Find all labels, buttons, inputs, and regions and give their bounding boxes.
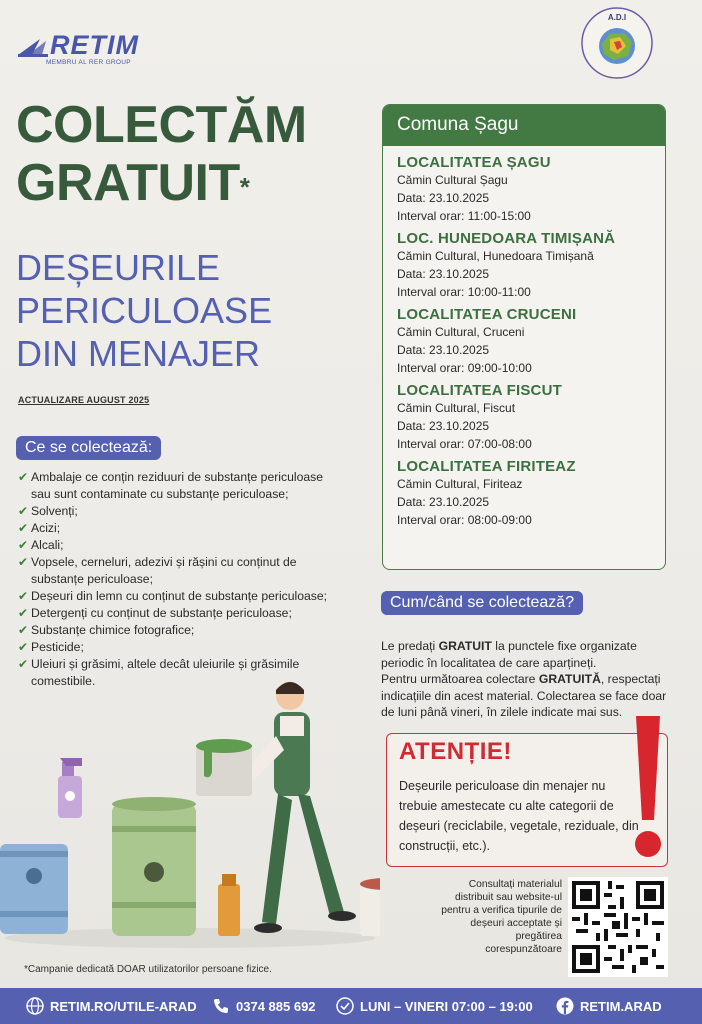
blue-barrel-icon — [0, 844, 68, 934]
sub-headline-2: PERICULOASE — [16, 290, 273, 331]
illustration — [0, 676, 380, 966]
footer-bar — [0, 988, 702, 1024]
footer-phone-text: 0374 885 692 — [236, 998, 316, 1014]
location-list — [383, 154, 665, 529]
list-item: ✔ Deșeuri din lemn cu conținut de substanțe periculoase; — [18, 589, 328, 603]
warning-box — [386, 733, 668, 867]
retim-logo — [18, 30, 139, 66]
list-item: ✔ Vopsele, cerneluri, adezivi și rășini cu conținut de substanțe periculoase; — [18, 555, 297, 586]
list-item: ✔ Ambalaje ce conțin reziduuri de substanțe periculoase sau sunt contaminate cu substanțe periculoase; — [18, 470, 323, 501]
sub-headline-1: DEȘEURILE — [16, 247, 221, 288]
footer-hours — [336, 997, 533, 1015]
footer-website[interactable] — [26, 997, 197, 1015]
warning-title: ATENȚIE! — [399, 738, 512, 765]
check-icon: ✔ — [18, 640, 29, 654]
check-icon: ✔ — [18, 589, 29, 603]
globe-icon — [26, 997, 44, 1015]
spray-bottle-icon — [58, 758, 82, 818]
paint-bucket-icon — [360, 878, 380, 936]
how-title: Cum/când se colectează? — [381, 591, 583, 615]
schedule-title: Comuna Șagu — [383, 105, 665, 146]
schedule-box — [382, 104, 666, 570]
location-item: LOCALITATEA FISCUT Cămin Cultural, Fiscut Data: 23.10.2025 Interval orar: 07:00-08:00 — [397, 382, 562, 451]
exclamation-icon — [628, 712, 668, 862]
check-icon: ✔ — [18, 623, 29, 637]
footer-phone[interactable] — [212, 997, 316, 1015]
check-icon: ✔ — [18, 521, 29, 535]
headline-line2: GRATUIT — [16, 154, 240, 212]
brand-name: RETIM — [50, 30, 139, 60]
location-item: LOCALITATEA FIRITEAZ Cămin Cultural, Firiteaz Data: 23.10.2025 Interval orar: 08:00-09:00 — [397, 458, 576, 527]
list-item: ✔ Uleiuri și grăsimi, altele decât uleiurile și grăsimile comestibile. — [18, 657, 300, 688]
qr-code[interactable] — [568, 877, 668, 977]
footer-facebook[interactable] — [556, 997, 662, 1015]
collect-list — [18, 469, 338, 690]
sub-headline — [16, 246, 272, 375]
location-item: LOC. HUNEDOARA TIMIȘANĂ Cămin Cultural, Hunedoara Timișană Data: 23.10.2025 Interval orar: 10:00-11:00 — [397, 230, 616, 299]
list-item: ✔ Detergenți cu conținut de substanțe periculoase; — [18, 606, 292, 620]
consult-text: Consultați materialul distribuit sau website-ul pentru a verifica tipurile de deșeuri acceptate și pregătirea corespunzătoare — [441, 879, 562, 955]
footer-website-text: RETIM.RO/UTILE-ARAD — [50, 998, 197, 1014]
location-item: LOCALITATEA CRUCENI Cămin Cultural, Cruceni Data: 23.10.2025 Interval orar: 09:00-10:00 — [397, 306, 577, 375]
list-item: ✔ Solvenți; — [18, 504, 78, 518]
list-item: ✔ Acizi; — [18, 521, 61, 535]
clock-check-icon — [336, 997, 354, 1015]
location-item: LOCALITATEA ȘAGU Cămin Cultural Șagu Data: 23.10.2025 Interval orar: 11:00-15:00 — [397, 154, 551, 223]
footer-facebook-text: RETIM.ARAD — [580, 998, 662, 1014]
list-item: ✔ Pesticide; — [18, 640, 84, 654]
worker-figure — [244, 682, 356, 933]
green-paint-bucket-icon — [196, 739, 252, 796]
check-icon: ✔ — [18, 657, 29, 671]
adi-label: A.D.I — [607, 13, 627, 22]
update-note: ACTUALIZARE AUGUST 2025 — [18, 395, 150, 405]
main-headline — [16, 96, 307, 212]
retim-logo-icon — [18, 35, 48, 57]
green-barrel-icon — [112, 797, 196, 936]
headline-star: * — [239, 172, 250, 202]
sub-headline-3: DIN MENAJER — [16, 333, 261, 374]
collect-title: Ce se colectează: — [16, 436, 161, 460]
facebook-icon — [556, 997, 574, 1015]
warning-text: Deșeurile periculoase din menajer nu trebuie amestecate cu alte categorii de deșeuri (reciclabile, vegetale, reziduale, din construcții, etc.). — [399, 779, 639, 853]
phone-icon — [212, 997, 230, 1015]
orange-can-icon — [218, 874, 240, 936]
list-item: ✔ Substanțe chimice fotografice; — [18, 623, 195, 637]
check-icon: ✔ — [18, 470, 29, 484]
check-icon: ✔ — [18, 504, 29, 518]
list-item: ✔ Alcali; — [18, 538, 64, 552]
headline-line1: COLECTĂM — [16, 96, 307, 154]
brand-tagline: MEMBRU AL RER GROUP — [46, 59, 131, 66]
footnote: *Campanie dedicată DOAR utilizatorilor persoane fizice. — [24, 964, 272, 975]
how-text: Le predați GRATUIT la punctele fixe organizate periodic în localitatea de care aparțineți. Pentru următoarea colectare GRATUITĂ, respectați indicațiile din acest material. Colectarea se face doar de luni până vineri, în zilele indicate mai sus. — [381, 639, 667, 719]
adi-seal — [580, 6, 654, 80]
check-icon: ✔ — [18, 538, 29, 552]
check-icon: ✔ — [18, 555, 29, 569]
footer-hours-text: LUNI – VINERI 07:00 – 19:00 — [360, 998, 533, 1014]
check-icon: ✔ — [18, 606, 29, 620]
